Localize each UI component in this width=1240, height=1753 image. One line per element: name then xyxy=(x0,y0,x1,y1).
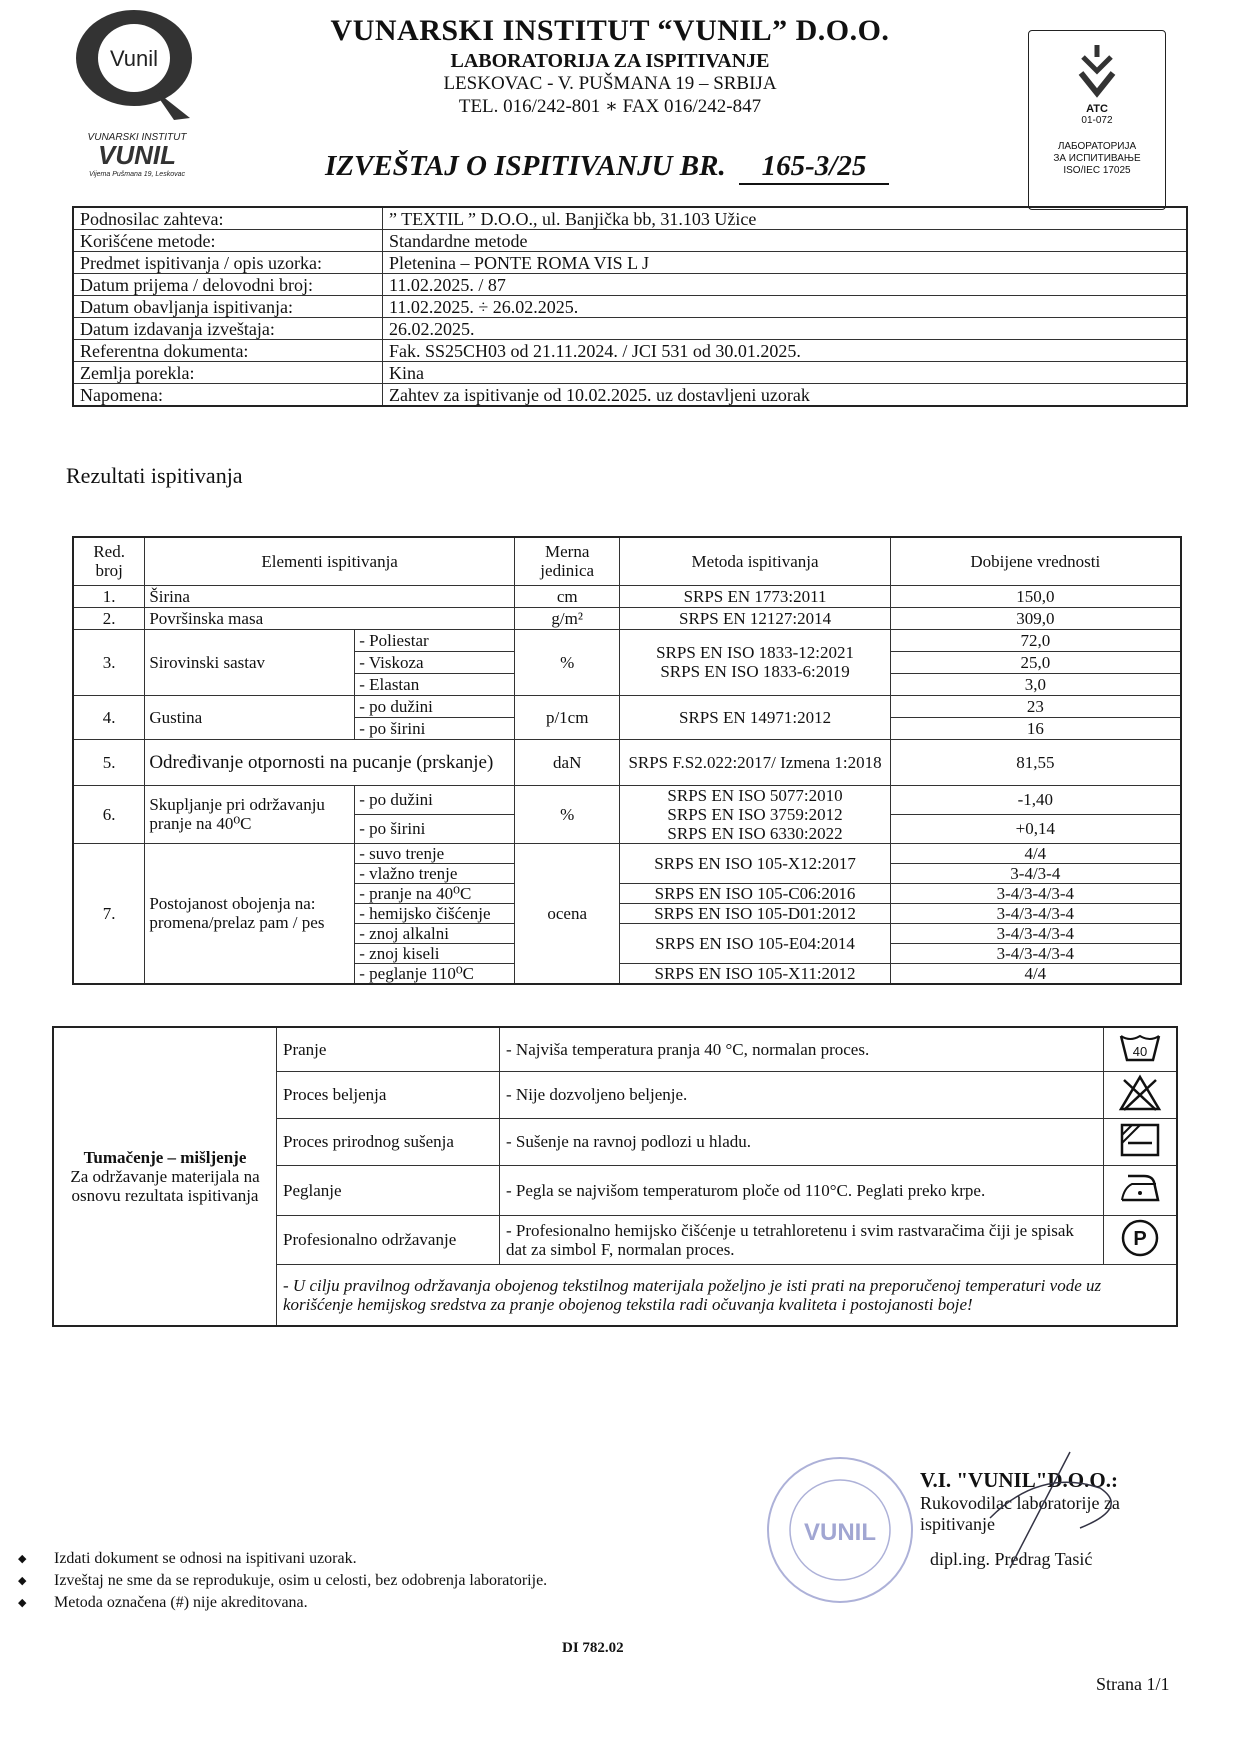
request-info-table xyxy=(72,206,1188,407)
institute-header xyxy=(290,14,930,118)
care-instruction: - Najviša temperatura pranja 40 °C, normalan proces. xyxy=(500,1027,1104,1071)
svg-text:VUNIL: VUNIL xyxy=(98,140,176,170)
table-row xyxy=(73,362,1187,384)
care-category: Pranje xyxy=(277,1027,500,1071)
professional-p-icon xyxy=(1104,1215,1178,1264)
info-value: Zahtev za ispitivanje od 10.02.2025. uz dostavljeni uzorak xyxy=(383,384,1188,407)
interpretation-table xyxy=(52,1026,1178,1327)
accreditation-badge: ATC 01-072 ЛАБОРАТОРИЈА ЗА ИСПИТИВАЊЕ ISO/IEC 17025 xyxy=(1028,30,1166,210)
signature-block xyxy=(920,1468,1180,1570)
handwritten-signature xyxy=(950,1448,1150,1578)
signature-name: dipl.ing. Predrag Tasić xyxy=(930,1549,1093,1569)
table-row xyxy=(73,384,1187,407)
footer-notes xyxy=(18,1548,698,1614)
table-row: 5. Određivanje otpornosti na pucanje (prskanje) daN SRPS F.S2.022:2017/ Izmena 1:2018 81,55 xyxy=(73,739,1181,785)
company-stamp xyxy=(760,1450,920,1610)
info-label: Korišćene metode: xyxy=(73,230,383,252)
signature-company: V.I. "VUNIL"D.O.O.: xyxy=(920,1468,1118,1492)
table-row xyxy=(73,296,1187,318)
info-value: 26.02.2025. xyxy=(383,318,1188,340)
info-value: 11.02.2025. ÷ 26.02.2025. xyxy=(383,296,1188,318)
list-item: ◆ Izdati dokument se odnosi na ispitivani uzorak. xyxy=(18,1548,698,1570)
care-instruction: - Sušenje na ravnoj podlozi u hladu. xyxy=(500,1118,1104,1165)
care-category: Proces prirodnog sušenja xyxy=(277,1118,500,1165)
info-label: Datum prijema / delovodni broj: xyxy=(73,274,383,296)
info-value: 11.02.2025. / 87 xyxy=(383,274,1188,296)
svg-text:40: 40 xyxy=(1132,1044,1148,1060)
table-row: 4. Gustina - po dužini p/1cm SRPS EN 14971:2012 23 xyxy=(73,695,1181,717)
table-row: 2. Površinska masa g/m² SRPS EN 12127:2014 309,0 xyxy=(73,607,1181,629)
iron-low-icon xyxy=(1104,1165,1178,1215)
table-row xyxy=(73,318,1187,340)
info-label: Datum obavljanja ispitivanja: xyxy=(73,296,383,318)
table-row: - peglanje 110⁰C SRPS EN ISO 105-X11:2012 4/4 xyxy=(73,963,1181,984)
interpretation-heading: Tumačenje – mišljenje Za održavanje materijala na osnovu rezultata ispitivanja xyxy=(53,1027,277,1326)
svg-text:VUNIL: VUNIL xyxy=(804,1519,876,1546)
care-category: Profesionalno održavanje xyxy=(277,1215,500,1264)
col-header-number: Red. broj xyxy=(73,537,145,585)
results-title: Rezultati ispitivanja xyxy=(66,463,243,488)
info-value: ” TEXTIL ” D.O.O., ul. Banjička bb, 31.103 Užice xyxy=(383,207,1188,230)
svg-text:Vunil: Vunil xyxy=(109,46,159,71)
svg-text:VUNARSKI INSTITUT: VUNARSKI INSTITUT xyxy=(87,132,187,143)
table-row: 1. Širina cm SRPS EN 1773:2011 150,0 xyxy=(73,585,1181,607)
phone: TEL. 016/242-801 ∗ FAX 016/242-847 xyxy=(458,96,762,117)
info-label: Podnosilac zahteva: xyxy=(73,207,383,230)
col-header-value: Dobijene vrednosti xyxy=(890,537,1181,585)
results-table xyxy=(72,536,1182,985)
institute-logo xyxy=(62,8,212,178)
care-note: - U cilju pravilnog održavanja obojenog tekstilnog materijala poželjno je isti prati na preporučenoj temperaturi vode uz korišćenje hemijskog sredstva za pranje obojenog tekstila radi očuvanja kvaliteta i postojanosti boje! xyxy=(277,1264,1178,1326)
address: LESKOVAC - V. PUŠMANA 19 – SRBIJA xyxy=(443,73,777,94)
table-row: - po širini +0,14 xyxy=(73,814,1181,843)
info-value: Pletenina – PONTE ROMA VIS L J xyxy=(383,252,1188,274)
care-category: Peglanje xyxy=(277,1165,500,1215)
col-header-unit: Merna jedinica xyxy=(514,537,619,585)
table-row: - vlažno trenje 3-4/3-4 xyxy=(73,863,1181,883)
table-row: - znoj kiseli 3-4/3-4/3-4 xyxy=(73,943,1181,963)
no-bleach-icon xyxy=(1104,1071,1178,1118)
table-row: - Elastan 3,0 xyxy=(73,673,1181,695)
table-row xyxy=(73,274,1187,296)
table-row: - po širini 16 xyxy=(73,717,1181,739)
info-label: Referentna dokumenta: xyxy=(73,340,383,362)
table-row: - Viskoza 25,0 xyxy=(73,651,1181,673)
care-category: Proces beljenja xyxy=(277,1071,500,1118)
care-instruction: - Profesionalno hemijsko čišćenje u tetrahloretenu i svim rastvaračima čiji je spisak dat za simbol F, normalan proces. xyxy=(500,1215,1104,1264)
list-item: ◆ Izveštaj ne sme da se reprodukuje, osim u celosti, bez odobrenja laboratorije. xyxy=(18,1570,698,1592)
info-label: Predmet ispitivanja / opis uzorka: xyxy=(73,252,383,274)
table-row: - znoj alkalni SRPS EN ISO 105-E04:2014 3-4/3-4/3-4 xyxy=(73,923,1181,943)
svg-text:Vijema Pušmana 19, Leskovac: Vijema Pušmana 19, Leskovac xyxy=(89,171,185,178)
list-item: ◆ Metoda označena (#) nije akreditovana. xyxy=(18,1592,698,1614)
table-row: 3. Sirovinski sastav - Poliestar % SRPS EN ISO 1833-12:2021 SRPS EN ISO 1833-6:2019 72,0 xyxy=(73,629,1181,651)
table-row xyxy=(73,230,1187,252)
institute-name: VUNARSKI INSTITUT “VUNIL” D.O.O. xyxy=(330,14,890,47)
table-row: 7. Postojanost obojenja na: promena/prelaz pam / pes - suvo trenje ocena SRPS EN ISO 105-X12:2017 4/4 xyxy=(73,843,1181,863)
doc-code: DI 782.02 xyxy=(562,1640,624,1656)
table-row xyxy=(53,1027,1177,1071)
info-value: Kina xyxy=(383,362,1188,384)
report-title: IZVEŠTAJ O ISPITIVANJU BR. 165-3/25 xyxy=(325,150,889,185)
info-value: Fak. SS25CH03 od 21.11.2024. / JCI 531 od 30.01.2025. xyxy=(383,340,1188,362)
col-header-element: Elementi ispitivanja xyxy=(145,537,515,585)
dry-flat-shade-icon xyxy=(1104,1118,1178,1165)
info-label: Napomena: xyxy=(73,384,383,407)
report-number: 165-3/25 xyxy=(739,150,889,185)
table-row: - pranje na 40⁰C SRPS EN ISO 105-C06:2016 3-4/3-4/3-4 xyxy=(73,883,1181,903)
table-row xyxy=(73,340,1187,362)
page-number: Strana 1/1 xyxy=(1096,1674,1170,1694)
wash-40-icon xyxy=(1104,1027,1178,1071)
info-label: Zemlja porekla: xyxy=(73,362,383,384)
info-label: Datum izdavanja izveštaja: xyxy=(73,318,383,340)
care-instruction: - Nije dozvoljeno beljenje. xyxy=(500,1071,1104,1118)
table-row: - hemijsko čišćenje SRPS EN ISO 105-D01:2012 3-4/3-4/3-4 xyxy=(73,903,1181,923)
info-value: Standardne metode xyxy=(383,230,1188,252)
signature-role: Rukovodilac laboratorije za ispitivanje xyxy=(920,1493,1120,1534)
col-header-method: Metoda ispitivanja xyxy=(620,537,890,585)
lab-name: LABORATORIJA ZA ISPITIVANJE xyxy=(450,50,770,72)
atc-icon xyxy=(1075,43,1119,99)
svg-text:P: P xyxy=(1133,1227,1147,1250)
care-instruction: - Pegla se najvišom temperaturom ploče od 110°C. Peglati preko krpe. xyxy=(500,1165,1104,1215)
table-row xyxy=(73,207,1187,230)
table-row: 6. Skupljanje pri održavanju pranje na 40⁰C - po dužini % SRPS EN ISO 5077:2010 SRPS EN ISO 3759:2012 SRPS EN ISO 6330:2022 -1,40 xyxy=(73,785,1181,814)
table-row xyxy=(73,252,1187,274)
